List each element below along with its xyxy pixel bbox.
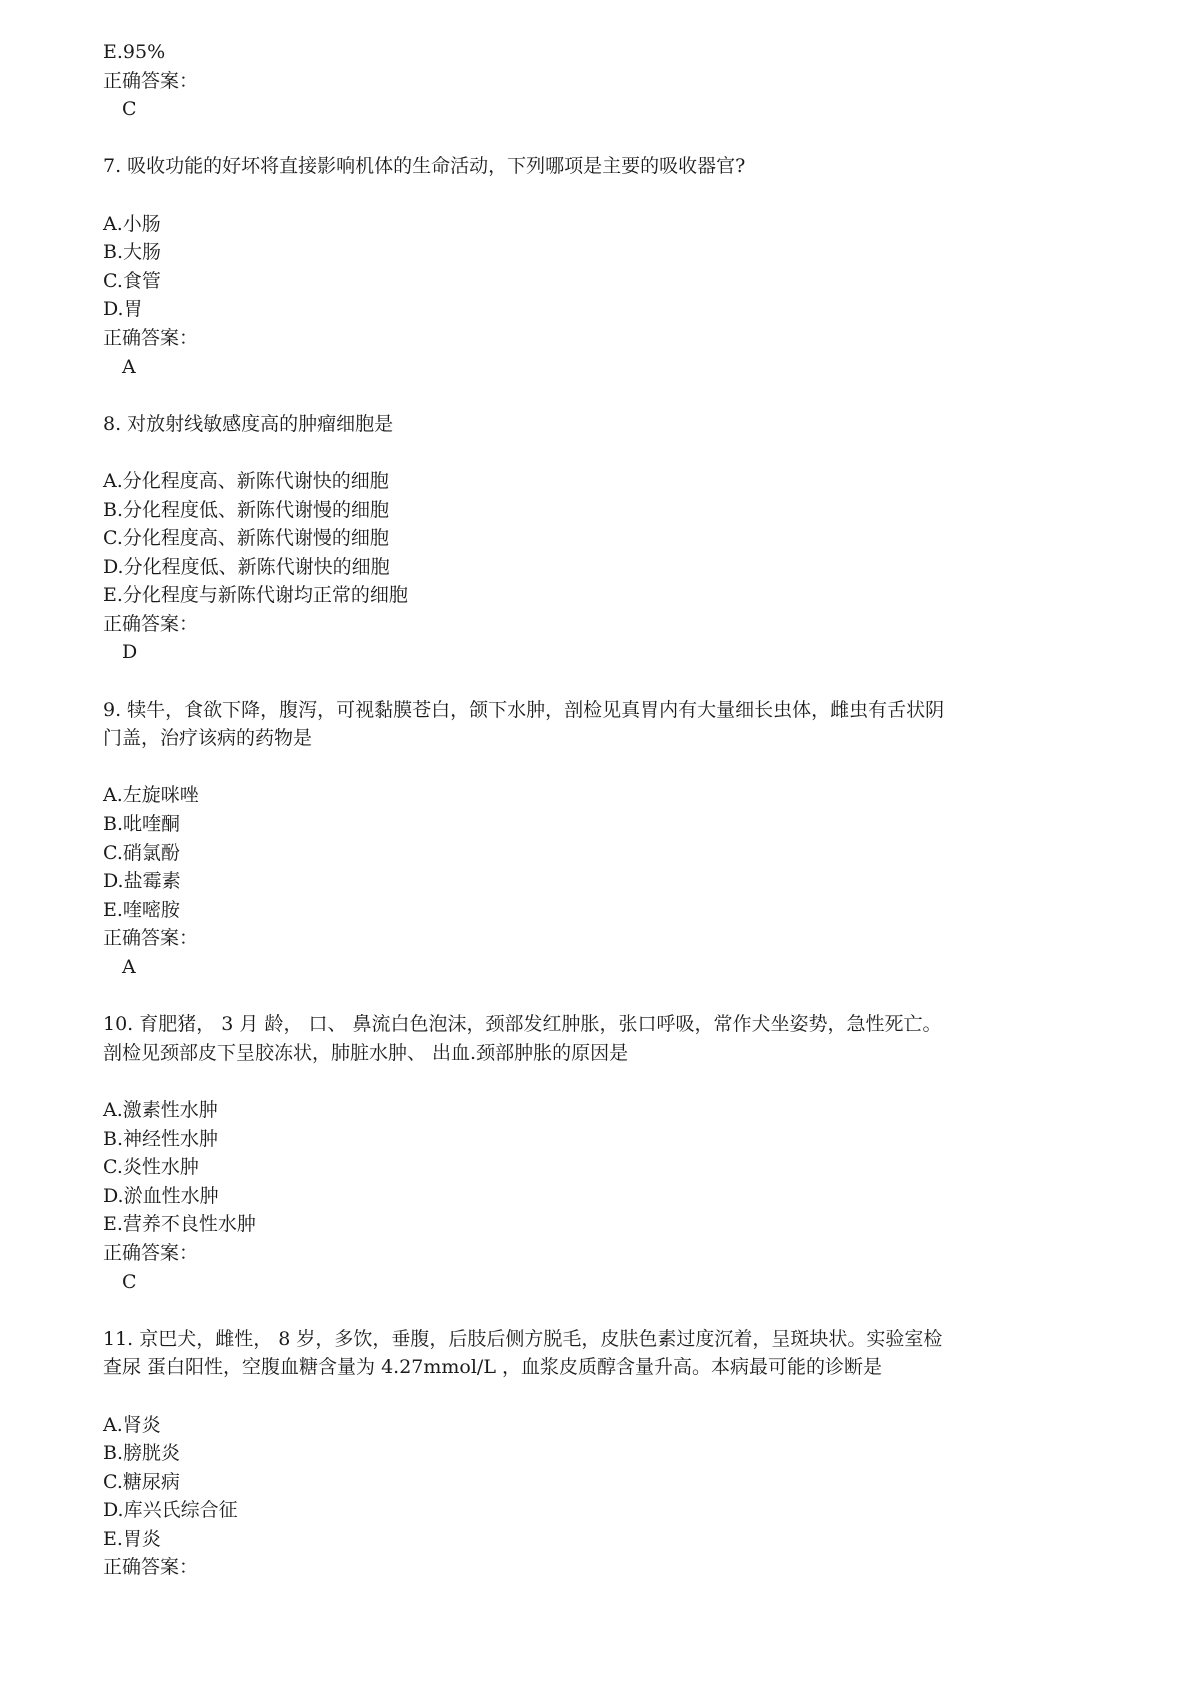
option-e: E.营养不良性水肿 <box>103 1213 256 1236</box>
answer-label: 正确答案： <box>103 326 199 349</box>
question-9 <box>103 696 1093 982</box>
option-c: C.硝氯酚 <box>103 841 180 864</box>
option-d: D.分化程度低、新陈代谢快的细胞 <box>103 555 390 578</box>
answer-value: C <box>122 1270 137 1293</box>
option-a: A.左旋咪唑 <box>103 784 199 807</box>
answer-label: 正确答案： <box>103 69 199 92</box>
option-c: C.分化程度高、新陈代谢慢的细胞 <box>103 527 389 550</box>
question-stem: 8. 对放射线敏感度高的肿瘤细胞是 <box>103 412 394 435</box>
question-stem-line-2: 剖检见颈部皮下呈胶冻状，肺脏水肿、 出血.颈部肿胀的原因是 <box>103 1041 629 1064</box>
option-b: B.分化程度低、新陈代谢慢的细胞 <box>103 498 390 521</box>
answer-value: D <box>122 641 138 664</box>
option-d: D.盐霉素 <box>103 870 181 893</box>
option-a: A.分化程度高、新陈代谢快的细胞 <box>103 469 389 492</box>
option-c: C.炎性水肿 <box>103 1156 199 1179</box>
question-7 <box>103 152 1093 381</box>
question-stem-line-1: 9. 犊牛，食欲下降，腹泻，可视黏膜苍白，颌下水肿，剖检见真胃内有大量细长虫体，雌虫有舌状阴 <box>103 698 945 721</box>
option-c: C.糖尿病 <box>103 1470 180 1493</box>
option-e: E.95% <box>103 41 166 63</box>
exam-page <box>103 38 1093 1582</box>
answer-value: A <box>122 355 136 378</box>
option-d: D.胃 <box>103 298 143 321</box>
option-b: B.吡喹酮 <box>103 813 181 836</box>
option-c: C.食管 <box>103 269 161 292</box>
question-stem-line-1: 11. 京巴犬，雌性， 8 岁，多饮，垂腹，后肢后侧方脱毛，皮肤色素过度沉着，呈斑块状。实验室检 <box>103 1327 943 1350</box>
option-b: B.膀胱炎 <box>103 1442 181 1465</box>
option-b: B.神经性水肿 <box>103 1127 219 1150</box>
question-stem-line-1: 10. 育肥猪， 3 月 龄， 口、 鼻流白色泡沫，颈部发红肿胀，张口呼吸，常作犬坐姿势，急性死亡。 <box>103 1013 942 1036</box>
option-e: E.分化程度与新陈代谢均正常的细胞 <box>103 584 408 607</box>
answer-label: 正确答案： <box>103 927 199 950</box>
answer-value: C <box>122 98 137 121</box>
option-b: B.大肠 <box>103 241 162 264</box>
question-11 <box>103 1325 1093 1582</box>
answer-value: A <box>122 956 136 978</box>
answer-label: 正确答案： <box>103 612 199 635</box>
question-8 <box>103 410 1093 667</box>
option-d: D.淤血性水肿 <box>103 1184 219 1207</box>
option-d: D.库兴氏综合征 <box>103 1499 238 1522</box>
question-stem: 7. 吸收功能的好坏将直接影响机体的生命活动，下列哪项是主要的吸收器官? <box>103 155 746 178</box>
question-stem-line-2: 门盖，治疗该病的药物是 <box>103 727 313 750</box>
answer-label: 正确答案： <box>103 1556 199 1579</box>
option-a: A.激素性水肿 <box>103 1098 218 1121</box>
question-10 <box>103 1010 1093 1296</box>
option-a: A.肾炎 <box>103 1413 161 1436</box>
question-stem-line-2: 查尿 蛋白阳性，空腹血糖含量为 4.27mmol/L ，血浆皮质醇含量升高。本病最可能的诊断是 <box>103 1356 882 1379</box>
answer-label: 正确答案： <box>103 1241 199 1264</box>
option-e: E.胃炎 <box>103 1527 161 1550</box>
option-e: E.喹嘧胺 <box>103 898 180 921</box>
option-a: A.小肠 <box>103 212 161 235</box>
